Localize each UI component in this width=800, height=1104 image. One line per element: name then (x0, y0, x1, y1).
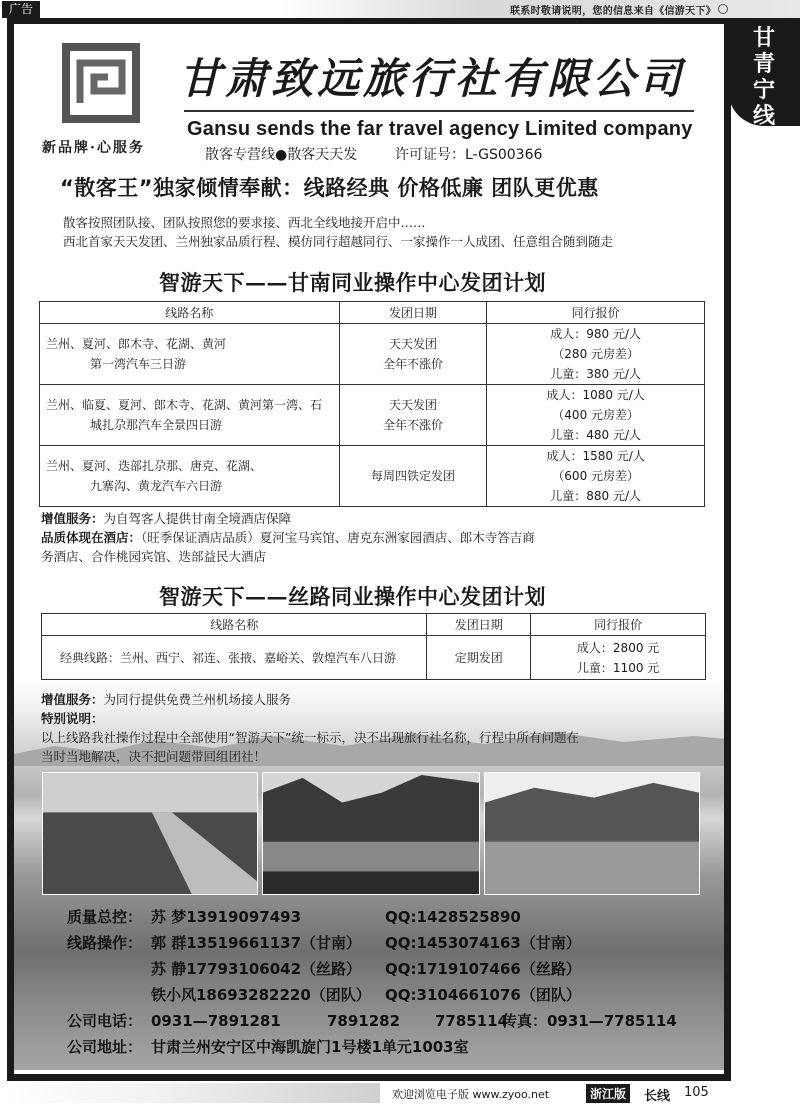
silkroad-table (41, 613, 706, 680)
brand-slogan: 新品牌·心服务 (42, 140, 145, 156)
headline: “散客王”独家倾情奉献：线路经典 价格低廉 团队更优惠 (60, 176, 599, 200)
footer-strip (0, 1083, 380, 1103)
section-label: 长线 (644, 1089, 671, 1104)
company-name-en: Gansu sends the far travel agency Limited company (187, 118, 693, 140)
gannan-table (39, 301, 705, 507)
table-header-row: 线路名称 发团日期 同行报价 (40, 302, 705, 324)
divider (184, 110, 694, 112)
hotline: 散客专营线●散客天天发 (205, 147, 358, 163)
mountain-lake-photo (262, 772, 480, 895)
company-logo-icon (62, 43, 140, 123)
silkroad-notes: 增值服务：为同行提供免费兰州机场接人服务 特别说明： 以上线路我社操作过程中全部使用“智游天下”统一标示，决不出现旅行社名称，行程中所有问题在 当时当地解决，决不把问题带回组团社！ (41, 692, 579, 764)
grassland-boardwalk-photo (42, 772, 258, 895)
table-row: 兰州、夏河、迭部扎尕那、唐克、花湖、 九寨沟、黄龙汽车六日游 每周四铁定发团 成人：1580 元/人 （600 元房差） 儿童：880 元/人 (40, 446, 705, 507)
gannan-services: 增值服务：为自驾客人提供甘南全境酒店保障 品质体现在酒店：（旺季保证酒店品质）夏河宝马宾馆、唐克东洲家园酒店、郎木寺答吉商 务酒店、合作桃园宾馆、迭部益民大酒店 (41, 511, 535, 564)
page-number: 105 (684, 1085, 709, 1100)
top-note: 联系时敬请说明，您的信息来自《信游天下》 (510, 6, 716, 17)
silkroad-title: 智游天下——丝路同业操作中心发团计划 (159, 584, 546, 609)
ad-label: 广告 (2, 1, 40, 18)
table-row: 兰州、夏河、郎木寺、花湖、黄河 第一湾汽车三日游 天天发团 全年不涨价 成人：980 元/人 （280 元房差） 儿童：380 元/人 (40, 324, 705, 385)
magazine-logo-icon (718, 4, 728, 14)
region-label: 浙江版 (586, 1084, 630, 1103)
browse-text: 欢迎浏览电子版 www.zyoo.net (392, 1088, 550, 1101)
region-tab: 甘 青 宁 线 (728, 18, 800, 126)
footer (0, 1083, 800, 1103)
table-row: 经典线路：兰州、西宁、祁连、张掖、嘉峪关、敦煌汽车八日游 定期发团 成人：2800 元 儿童：1100 元 (42, 636, 706, 680)
top-bar (0, 0, 800, 18)
intro-text: 散客按照团队接、团队按照您的要求接、西北全线地接开启中…… 西北首家天天发团、兰州独家品质行程、模仿同行超越同行、一家操作一人成团、任意组合随到随走 (63, 215, 614, 249)
table-row: 兰州、临夏、夏河、郎木寺、花湖、黄河第一湾、石 城扎尕那汽车全景四日游 天天发团 全年不涨价 成人：1080 元/人 （400 元房差） 儿童：480 元/人 (40, 385, 705, 446)
ad-frame: 新品牌·心服务 甘肃致远旅行社有限公司 Gansu sends the far travel agency Limited company 散客专营线●散客天天发 许可证号：L-GS00366 “散客王”独家倾情奉献：线路经典 价格低廉 团队更优惠 散客按照团队接、团队按照您的要求接、西北全线地接开启中…… 西北首家天天发团、兰州独家品质行程、模仿同行超越同行、一家操作一人成团、任意组合随到随走 智游天下——甘南同业操作中心发团计划 线路名称 发团日期 同行报价 兰州、夏河、郎木寺、花湖、黄河 第一湾汽车三日游 天天发团 全年不涨价 成人：980 元/人 （280 元房差） 儿童：380 元/人 兰州、临夏、夏河、郎木寺、花湖、黄河第一湾、石 城扎尕那汽车全景四日游 天天发团 全年不涨价 成人：1080 元/人 （400 元房差） 儿童：480 元/人 兰州、夏河、迭部扎尕那、唐克、花湖、 九寨沟、黄龙汽车六日游 每周四铁定发团 成人：1580 元/人 （600 元房差） 儿童：880 元/人 增值服务：为自驾客人提供甘南全境酒店保障 品质体现在酒店：（旺季保证酒店品质）夏河宝马宾馆、唐克东洲家园酒店、郎木寺答吉商 务酒店、合作桃园宾馆、迭部益民大酒店 智游天下——丝路同业操作中心发团计划 线路名称 发团日期 同行报价 经典线路：兰州、西宁、祁连、张掖、嘉峪关、敦煌汽车八日游 定期发团 成人：2800 元 儿童：1100 元 增值服务：为同行提供免费兰州机场接人服务 特别说明： 以上线路我社操作过程中全部使用“智游天下”统一标示，决不出现旅行社名称，行程中所有问题在 当时当地解决，决不把问题带回组团社！ 质量总控： 苏 梦13919097493 QQ:1428525890 线路操作： 郭 群13519661137（甘南） QQ:1453074163（甘南） 苏 静17793106042（丝路） QQ:1719107466（丝路） 铁小风18693282220（团队） QQ:3104661076（团队） 公司电话： 0931—7891281 7891282 7785114 传真：0931—7785114 公司地址： 甘肃兰州安宁区中海凯旋门1号楼1单元1003室 (7, 18, 731, 1081)
company-name-cn: 甘肃致远旅行社有限公司 (179, 54, 686, 103)
gannan-title: 智游天下——甘南同业操作中心发团计划 (159, 270, 546, 295)
license-number: 许可证号：L-GS00366 (395, 147, 543, 163)
valley-landscape-photo (484, 772, 700, 895)
table-header-row: 线路名称 发团日期 同行报价 (42, 614, 706, 636)
